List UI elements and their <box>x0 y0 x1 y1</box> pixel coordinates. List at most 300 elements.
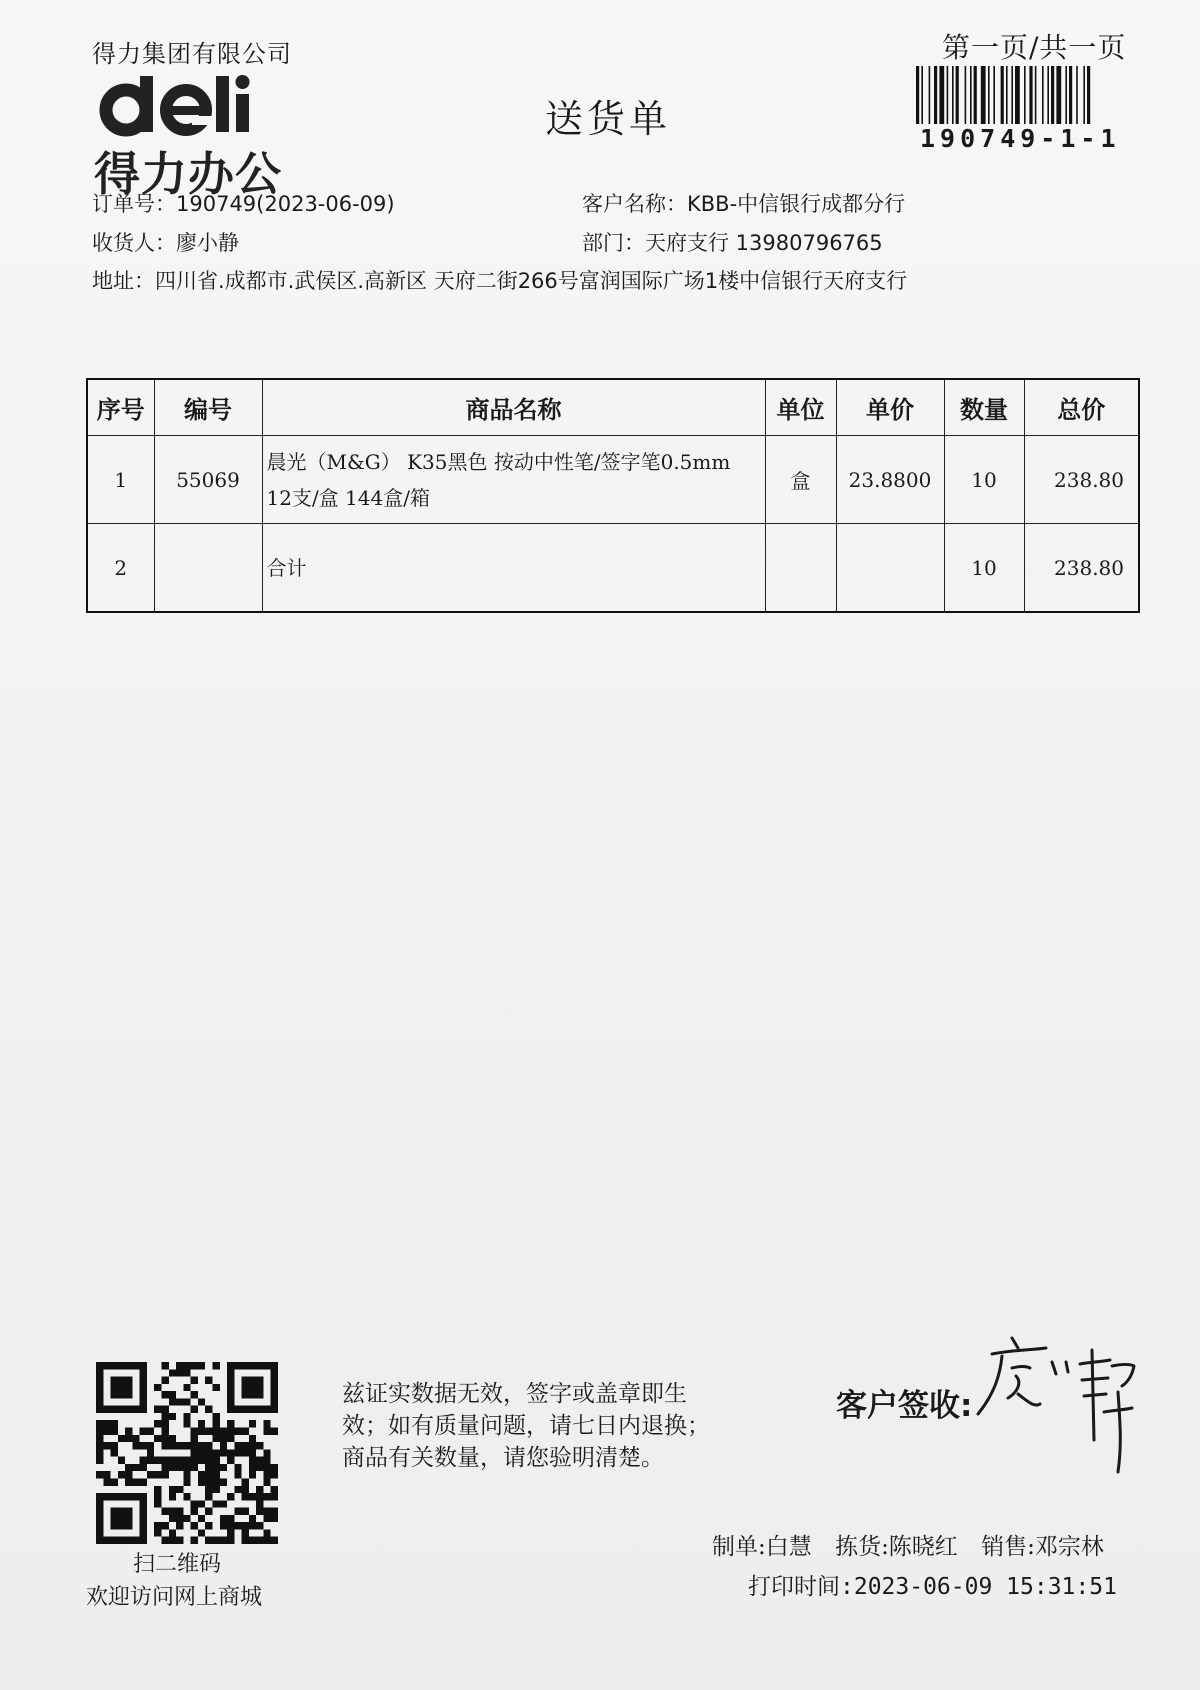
product-name-line1: 晨光（M&G） K35黑色 按动中性笔/签字笔0.5mm <box>266 449 731 474</box>
cell-quantity: 10 <box>944 436 1024 524</box>
qr-module <box>162 1362 169 1369</box>
cell-total: 238.80 <box>1024 524 1139 613</box>
qr-module <box>242 1428 249 1435</box>
qr-module <box>118 1406 125 1413</box>
qr-module <box>140 1442 147 1449</box>
barcode-bar <box>929 66 931 124</box>
qr-module <box>227 1406 234 1413</box>
qr-module <box>205 1449 212 1456</box>
barcode-bar <box>1069 66 1072 124</box>
qr-module <box>132 1435 139 1442</box>
notice-text <box>342 1378 742 1474</box>
qr-module <box>162 1406 169 1413</box>
barcode-bar <box>1011 66 1013 124</box>
qr-module <box>191 1449 198 1456</box>
qr-module <box>96 1449 103 1456</box>
header-code: 编号 <box>154 379 262 436</box>
qr-module <box>125 1464 132 1471</box>
qr-module <box>205 1428 212 1435</box>
qr-module <box>125 1471 132 1478</box>
qr-module <box>118 1537 125 1544</box>
qr-module <box>212 1420 219 1427</box>
qr-module <box>125 1362 132 1369</box>
qr-module <box>220 1478 227 1485</box>
qr-module <box>140 1369 147 1376</box>
qr-module <box>227 1515 234 1522</box>
cell-quantity: 10 <box>944 524 1024 613</box>
qr-module <box>198 1449 205 1456</box>
qr-module <box>249 1522 256 1529</box>
qr-module <box>103 1406 110 1413</box>
qr-module <box>242 1377 249 1384</box>
qr-module <box>271 1369 278 1376</box>
qr-module <box>198 1442 205 1449</box>
qr-module <box>212 1471 219 1478</box>
qr-module <box>96 1384 103 1391</box>
qr-module <box>198 1428 205 1435</box>
qr-module <box>125 1478 132 1485</box>
logo-chinese-wordmark: 得力办公 <box>94 147 282 201</box>
qr-module <box>263 1529 270 1536</box>
header-product-name: 商品名称 <box>262 379 765 436</box>
qr-module <box>118 1522 125 1529</box>
qr-module <box>234 1464 241 1471</box>
qr-module <box>154 1406 161 1413</box>
qr-module <box>212 1435 219 1442</box>
cell-code <box>154 524 262 613</box>
qr-module <box>147 1428 154 1435</box>
qr-module <box>183 1515 190 1522</box>
qr-module <box>103 1493 110 1500</box>
qr-module <box>176 1522 183 1529</box>
barcode-bar <box>1056 66 1061 124</box>
qr-module <box>96 1515 103 1522</box>
qr-module <box>176 1464 183 1471</box>
qr-module <box>191 1377 198 1384</box>
qr-module <box>227 1391 234 1398</box>
qr-module <box>205 1478 212 1485</box>
qr-module <box>249 1362 256 1369</box>
qr-module <box>263 1362 270 1369</box>
qr-module <box>249 1537 256 1544</box>
cell-unit-price: 23.8800 <box>836 436 944 524</box>
notice-line: 兹证实数据无效，签字或盖章即生 <box>342 1381 687 1407</box>
qr-module <box>220 1449 227 1456</box>
qr-module <box>183 1464 190 1471</box>
qr-module <box>103 1420 110 1427</box>
qr-module <box>242 1537 249 1544</box>
qr-module <box>169 1529 176 1536</box>
qr-module <box>162 1522 169 1529</box>
qr-module <box>198 1471 205 1478</box>
qr-module <box>103 1537 110 1544</box>
customer-name: 客户名称：KBB-中信银行成都分行 <box>582 192 906 216</box>
qr-module <box>256 1464 263 1471</box>
qr-module <box>227 1449 234 1456</box>
maker: 制单:白慧 <box>712 1534 812 1560</box>
qr-module <box>162 1508 169 1515</box>
table-header-row <box>87 379 1139 436</box>
qr-module <box>198 1529 205 1536</box>
qr-module <box>162 1471 169 1478</box>
qr-module <box>125 1493 132 1500</box>
qr-module <box>154 1493 161 1500</box>
qr-module <box>263 1449 270 1456</box>
cell-unit <box>765 524 836 613</box>
qr-module <box>227 1369 234 1376</box>
qr-module <box>140 1391 147 1398</box>
qr-module <box>183 1471 190 1478</box>
qr-module <box>242 1493 249 1500</box>
qr-module <box>271 1493 278 1500</box>
qr-module <box>111 1384 118 1391</box>
qr-module <box>212 1486 219 1493</box>
qr-module <box>169 1435 176 1442</box>
qr-module <box>227 1398 234 1405</box>
qr-module <box>96 1369 103 1376</box>
qr-module <box>234 1442 241 1449</box>
qr-caption-scan: 扫二维码 <box>133 1552 222 1577</box>
header-quantity: 数量 <box>944 379 1024 436</box>
qr-module <box>176 1362 183 1369</box>
qr-module <box>191 1435 198 1442</box>
barcode-bar <box>988 66 990 124</box>
receiver-name: 收货人：廖小静 <box>92 231 239 255</box>
qr-module <box>118 1457 125 1464</box>
qr-module <box>169 1391 176 1398</box>
qr-module <box>249 1442 256 1449</box>
qr-module <box>176 1537 183 1544</box>
qr-module <box>96 1442 103 1449</box>
barcode-bar <box>956 66 959 124</box>
qr-module <box>154 1471 161 1478</box>
qr-module <box>140 1508 147 1515</box>
qr-module <box>263 1471 270 1478</box>
qr-module <box>249 1435 256 1442</box>
qr-module <box>271 1464 278 1471</box>
qr-module <box>242 1449 249 1456</box>
qr-module <box>140 1500 147 1507</box>
qr-module <box>118 1377 125 1384</box>
qr-module <box>191 1362 198 1369</box>
qr-module <box>118 1384 125 1391</box>
qr-module <box>140 1406 147 1413</box>
qr-module <box>212 1537 219 1544</box>
qr-module <box>183 1369 190 1376</box>
qr-module <box>234 1362 241 1369</box>
qr-module <box>256 1362 263 1369</box>
qr-module <box>111 1442 118 1449</box>
barcode-bar <box>1035 66 1037 124</box>
qr-module <box>227 1522 234 1529</box>
qr-module <box>198 1362 205 1369</box>
qr-module <box>125 1391 132 1398</box>
qr-module <box>263 1515 270 1522</box>
qr-module <box>183 1442 190 1449</box>
qr-module <box>249 1384 256 1391</box>
qr-module <box>176 1442 183 1449</box>
product-name-line1: 合计 <box>266 555 307 580</box>
qr-module <box>271 1391 278 1398</box>
qr-module <box>249 1406 256 1413</box>
qr-module <box>183 1457 190 1464</box>
qr-module <box>169 1537 176 1544</box>
barcode-bar <box>1006 66 1008 124</box>
qr-module <box>256 1406 263 1413</box>
qr-module <box>263 1478 270 1485</box>
qr-module <box>212 1449 219 1456</box>
qr-module <box>162 1435 169 1442</box>
qr-module <box>242 1486 249 1493</box>
qr-module <box>242 1384 249 1391</box>
qr-module <box>132 1406 139 1413</box>
qr-module <box>154 1420 161 1427</box>
qr-module <box>205 1537 212 1544</box>
qr-module <box>147 1471 154 1478</box>
qr-module <box>220 1464 227 1471</box>
qr-module <box>125 1406 132 1413</box>
qr-module <box>205 1508 212 1515</box>
qr-module <box>169 1457 176 1464</box>
qr-module <box>169 1398 176 1405</box>
qr-module <box>234 1522 241 1529</box>
qr-module <box>103 1478 110 1485</box>
qr-module <box>242 1391 249 1398</box>
qr-module <box>132 1537 139 1544</box>
qr-module <box>125 1428 132 1435</box>
qr-module <box>111 1515 118 1522</box>
qr-module <box>154 1529 161 1536</box>
qr-module <box>140 1529 147 1536</box>
qr-module <box>96 1537 103 1544</box>
qr-module <box>271 1398 278 1405</box>
qr-module <box>212 1362 219 1369</box>
qr-module <box>271 1362 278 1369</box>
qr-module <box>96 1420 103 1427</box>
qr-module <box>103 1442 110 1449</box>
qr-module <box>140 1522 147 1529</box>
notice-line: 商品有关数量，请您验明清楚。 <box>342 1445 664 1471</box>
barcode-bar <box>974 66 977 124</box>
header-total: 总价 <box>1024 379 1139 436</box>
qr-module <box>118 1362 125 1369</box>
product-name-line2: 12支/盒 144盒/箱 <box>266 485 430 510</box>
qr-module <box>256 1384 263 1391</box>
qr-module <box>154 1486 161 1493</box>
qr-module <box>162 1457 169 1464</box>
qr-module <box>140 1457 147 1464</box>
qr-module <box>263 1428 270 1435</box>
qr-module <box>256 1508 263 1515</box>
qr-module <box>227 1362 234 1369</box>
qr-module <box>125 1522 132 1529</box>
qr-module <box>183 1362 190 1369</box>
qr-module <box>140 1384 147 1391</box>
qr-module <box>256 1457 263 1464</box>
qr-module <box>183 1420 190 1427</box>
qr-module <box>154 1457 161 1464</box>
qr-module <box>132 1493 139 1500</box>
barcode-icon <box>916 66 1132 124</box>
qr-module <box>220 1500 227 1507</box>
qr-module <box>249 1420 256 1427</box>
barcode-bar <box>916 66 919 124</box>
print-time: 打印时间:2023-06-09 15:31:51 <box>748 1574 1117 1600</box>
qr-module <box>191 1522 198 1529</box>
qr-module <box>140 1398 147 1405</box>
qr-module <box>169 1508 176 1515</box>
qr-module <box>111 1522 118 1529</box>
barcode-number: 190749-1-1 <box>920 124 1121 153</box>
qr-module <box>154 1435 161 1442</box>
qr-module <box>162 1428 169 1435</box>
qr-module <box>212 1478 219 1485</box>
qr-module <box>249 1515 256 1522</box>
qr-module <box>256 1486 263 1493</box>
qr-module <box>96 1406 103 1413</box>
qr-module <box>227 1420 234 1427</box>
cell-seq: 2 <box>87 524 154 613</box>
qr-module <box>183 1478 190 1485</box>
qr-module <box>96 1391 103 1398</box>
qr-module <box>191 1537 198 1544</box>
qr-module <box>263 1537 270 1544</box>
qr-module <box>140 1493 147 1500</box>
company-name: 得力集团有限公司 <box>92 40 292 68</box>
qr-module <box>212 1428 219 1435</box>
barcode-bar <box>939 66 944 124</box>
qr-module <box>154 1384 161 1391</box>
qr-module <box>162 1442 169 1449</box>
qr-module <box>176 1398 183 1405</box>
qr-module <box>198 1515 205 1522</box>
qr-module <box>263 1508 270 1515</box>
barcode-bar <box>1001 66 1004 124</box>
qr-module <box>96 1435 103 1442</box>
qr-module <box>198 1398 205 1405</box>
qr-module <box>96 1508 103 1515</box>
qr-module <box>118 1515 125 1522</box>
qr-module <box>212 1457 219 1464</box>
qr-module <box>162 1377 169 1384</box>
qr-module <box>118 1508 125 1515</box>
qr-module <box>234 1508 241 1515</box>
qr-module <box>205 1471 212 1478</box>
qr-module <box>212 1384 219 1391</box>
qr-module <box>111 1537 118 1544</box>
qr-module <box>249 1471 256 1478</box>
qr-module <box>96 1377 103 1384</box>
qr-module <box>227 1377 234 1384</box>
header-unit-price: 单价 <box>836 379 944 436</box>
qr-module <box>176 1515 183 1522</box>
qr-module <box>205 1522 212 1529</box>
qr-module <box>125 1435 132 1442</box>
qr-module <box>125 1377 132 1384</box>
qr-module <box>220 1435 227 1442</box>
page-indicator: 第一页/共一页 <box>942 31 1127 64</box>
qr-module <box>169 1515 176 1522</box>
qr-module <box>140 1537 147 1544</box>
qr-code-icon <box>96 1362 278 1544</box>
qr-module <box>227 1428 234 1435</box>
qr-module <box>263 1420 270 1427</box>
qr-module <box>191 1391 198 1398</box>
qr-module <box>169 1493 176 1500</box>
qr-module <box>242 1478 249 1485</box>
qr-module <box>191 1464 198 1471</box>
qr-module <box>191 1442 198 1449</box>
qr-module <box>198 1420 205 1427</box>
qr-module <box>205 1457 212 1464</box>
qr-module <box>183 1413 190 1420</box>
table-row <box>87 436 1139 524</box>
qr-module <box>118 1493 125 1500</box>
qr-module <box>242 1406 249 1413</box>
qr-module <box>111 1508 118 1515</box>
qr-module <box>220 1428 227 1435</box>
header-seq: 序号 <box>87 379 154 436</box>
barcode-bar <box>1076 66 1078 124</box>
qr-module <box>205 1377 212 1384</box>
qr-module <box>162 1464 169 1471</box>
barcode-bar <box>1015 66 1020 124</box>
delivery-address: 地址：四川省.成都市.武侯区.高新区 天府二街266号富润国际广场1楼中信银行天府支行 <box>92 269 908 293</box>
qr-module <box>176 1486 183 1493</box>
qr-module <box>191 1457 198 1464</box>
qr-module <box>96 1471 103 1478</box>
qr-module <box>234 1471 241 1478</box>
qr-module <box>249 1449 256 1456</box>
barcode-bar <box>1083 66 1085 124</box>
qr-module <box>271 1508 278 1515</box>
qr-module <box>154 1500 161 1507</box>
qr-module <box>125 1537 132 1544</box>
qr-module <box>256 1493 263 1500</box>
barcode-bar <box>981 66 986 124</box>
qr-module <box>147 1457 154 1464</box>
qr-caption-mall: 欢迎访问网上商城 <box>86 1585 263 1610</box>
qr-module <box>271 1486 278 1493</box>
cell-code: 55069 <box>154 436 262 524</box>
qr-module <box>242 1529 249 1536</box>
qr-module <box>220 1442 227 1449</box>
qr-module <box>242 1522 249 1529</box>
qr-module <box>162 1420 169 1427</box>
qr-module <box>220 1515 227 1522</box>
qr-module <box>147 1449 154 1456</box>
qr-module <box>118 1435 125 1442</box>
qr-module <box>271 1384 278 1391</box>
barcode-bar <box>1065 66 1067 124</box>
qr-module <box>176 1457 183 1464</box>
qr-module <box>271 1471 278 1478</box>
qr-module <box>256 1537 263 1544</box>
department: 部门：天府支行 13980796765 <box>582 231 883 255</box>
qr-module <box>162 1537 169 1544</box>
qr-module <box>103 1471 110 1478</box>
barcode-bar <box>921 66 923 124</box>
qr-module <box>191 1428 198 1435</box>
handwritten-signature <box>972 1332 1142 1482</box>
qr-module <box>140 1515 147 1522</box>
cell-total: 238.80 <box>1024 436 1139 524</box>
qr-module <box>125 1384 132 1391</box>
qr-module <box>132 1478 139 1485</box>
qr-module <box>263 1406 270 1413</box>
qr-module <box>191 1500 198 1507</box>
qr-module <box>271 1406 278 1413</box>
